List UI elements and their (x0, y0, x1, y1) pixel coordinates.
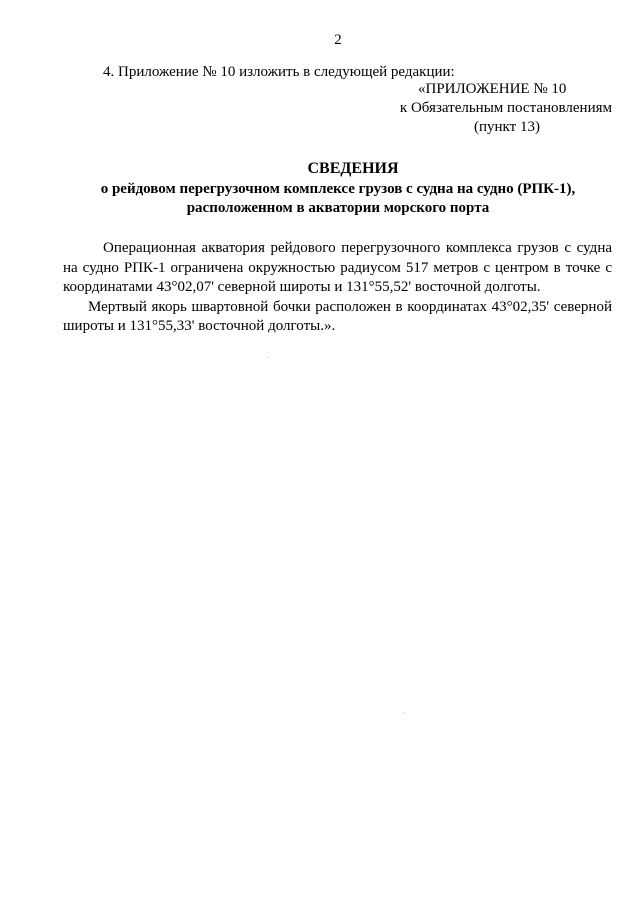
appendix-header (360, 80, 612, 137)
page-number: 2 (334, 32, 342, 48)
appendix-item: (пункт 13) (474, 119, 540, 135)
appendix-title: «ПРИЛОЖЕНИЕ № 10 (418, 81, 567, 97)
paragraph-operational-area: Операционная акватория рейдового перегрузочного комплекса грузов с судна на судно РПК-1 ограничена окружностью радиусом 517 метров с центром в точке с координатами 43°02,07' северной широты и 131°55,52' восточной долготы. (63, 240, 612, 295)
scan-speck (404, 712, 405, 713)
paragraph-anchor: Мертвый якорь швартовной бочки расположен в координатах 43°02,35' северной широты и 131°55,33' восточной долготы.». (63, 298, 612, 334)
appendix-reference: к Обязательным постановлениям (399, 100, 612, 116)
scan-speck (268, 357, 269, 358)
intro-line: 4. Приложение № 10 изложить в следующей редакции: (103, 64, 455, 80)
heading-subtitle-line1: о рейдовом перегрузочном комплексе грузов с судна на судно (РПК-1), (100, 181, 576, 197)
document-heading (63, 158, 613, 218)
heading-title: СВЕДЕНИЯ (307, 160, 399, 177)
body-text (63, 239, 612, 337)
heading-subtitle-line2: расположенном в акватории морского порта (186, 200, 490, 216)
